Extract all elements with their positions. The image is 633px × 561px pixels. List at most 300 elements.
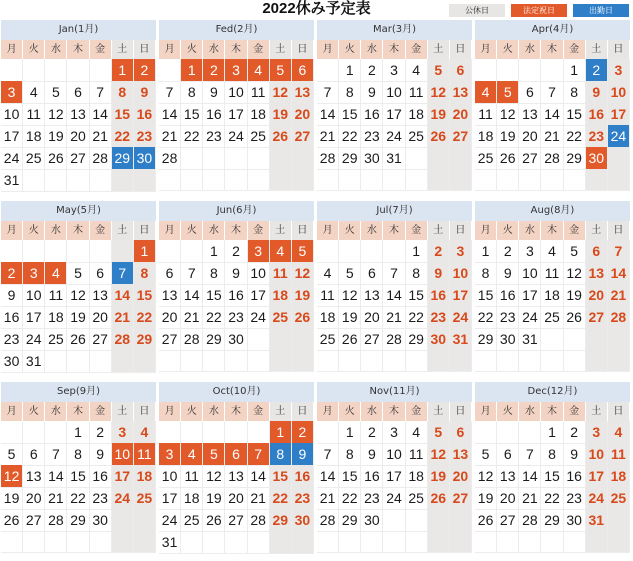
- day-cell: 25: [406, 487, 428, 510]
- day-cell: 31: [450, 328, 472, 351]
- day-cell: 8: [339, 81, 361, 104]
- weekday-label: 月: [317, 221, 339, 240]
- day-cell: 18: [45, 306, 67, 329]
- day-cell: 29: [406, 328, 428, 351]
- day-cell: 5: [45, 81, 67, 104]
- day-cell: 19: [292, 284, 314, 307]
- day-cell: 26: [67, 328, 89, 351]
- day-cell: 4: [406, 59, 428, 82]
- empty-cell: [586, 328, 608, 351]
- week-row: [159, 350, 314, 372]
- day-cell: 1: [339, 421, 361, 444]
- day-cell: 15: [406, 284, 428, 307]
- weekday-label: 土: [428, 221, 450, 240]
- empty-cell: [564, 531, 586, 553]
- empty-cell: [519, 169, 541, 191]
- day-cell: 29: [134, 328, 156, 351]
- day-cell: 1: [134, 240, 156, 263]
- day-cell: 7: [181, 262, 203, 285]
- day-cell: 17: [608, 103, 630, 126]
- weekday-label: 月: [1, 221, 23, 240]
- day-cell: 22: [339, 487, 361, 510]
- day-cell: 26: [45, 147, 67, 170]
- month-header: Nov(11月): [317, 382, 472, 402]
- empty-cell: [23, 169, 45, 192]
- day-cell: 7: [541, 81, 563, 104]
- day-cell: 6: [586, 240, 608, 263]
- empty-cell: [90, 240, 112, 263]
- empty-cell: [67, 169, 89, 192]
- day-cell: 27: [67, 147, 89, 170]
- empty-cell: [519, 59, 541, 82]
- week-row: [475, 306, 630, 328]
- week-row: [159, 262, 314, 284]
- weekday-label: 月: [317, 402, 339, 421]
- weekday-label: 金: [406, 40, 428, 59]
- week-row: [475, 240, 630, 262]
- day-cell: 3: [225, 59, 247, 82]
- day-cell: 12: [292, 262, 314, 285]
- day-cell: 3: [586, 421, 608, 444]
- day-cell: 30: [1, 350, 23, 373]
- weekday-label: 金: [406, 221, 428, 240]
- week-row: [475, 421, 630, 443]
- day-cell: 12: [428, 81, 450, 104]
- day-cell: 5: [270, 59, 292, 82]
- day-cell: 7: [317, 443, 339, 466]
- day-cell: 8: [406, 262, 428, 285]
- empty-cell: [339, 240, 361, 263]
- day-cell: 21: [181, 306, 203, 329]
- weekday-label: 月: [1, 402, 23, 421]
- day-cell: 12: [475, 465, 497, 488]
- day-cell: 8: [181, 81, 203, 104]
- legend-label: 出勤日: [589, 5, 613, 15]
- day-cell: 7: [248, 443, 270, 466]
- empty-cell: [1, 240, 23, 263]
- empty-cell: [475, 59, 497, 82]
- weekday-label: 土: [112, 221, 134, 240]
- weekday-label: 火: [23, 402, 45, 421]
- day-cell: 20: [450, 103, 472, 126]
- day-cell: 18: [608, 465, 630, 488]
- month-calendar: [1, 20, 156, 199]
- day-cell: 21: [159, 125, 181, 148]
- day-cell: 10: [383, 443, 405, 466]
- day-cell: 25: [406, 125, 428, 148]
- empty-cell: [203, 169, 225, 191]
- weekday-label: 水: [361, 40, 383, 59]
- day-cell: 26: [428, 125, 450, 148]
- day-cell: 23: [428, 306, 450, 329]
- day-cell: 20: [159, 306, 181, 329]
- day-cell: 5: [339, 262, 361, 285]
- day-cell: 16: [586, 103, 608, 126]
- week-row: [159, 328, 314, 350]
- month-calendar: [475, 382, 630, 561]
- empty-cell: [450, 147, 472, 170]
- day-cell: 19: [339, 306, 361, 329]
- weekday-label: 水: [361, 221, 383, 240]
- day-cell: 5: [497, 81, 519, 104]
- month-calendar: [317, 201, 472, 380]
- weekday-label: 火: [23, 40, 45, 59]
- day-cell: 15: [339, 103, 361, 126]
- day-cell: 15: [339, 465, 361, 488]
- empty-cell: [90, 59, 112, 82]
- day-cell: 28: [181, 328, 203, 351]
- empty-cell: [497, 421, 519, 444]
- week-row: [475, 465, 630, 487]
- week-row: [475, 487, 630, 509]
- day-cell: 1: [112, 59, 134, 82]
- week-row: [159, 443, 314, 465]
- day-cell: 13: [225, 465, 247, 488]
- day-cell: 22: [475, 306, 497, 329]
- day-cell: 19: [270, 103, 292, 126]
- week-row: [317, 240, 472, 262]
- week-row: [475, 125, 630, 147]
- empty-cell: [450, 169, 472, 191]
- empty-cell: [248, 350, 270, 372]
- day-cell: 27: [361, 328, 383, 351]
- day-cell: 2: [361, 421, 383, 444]
- empty-cell: [450, 509, 472, 532]
- day-cell: 17: [383, 465, 405, 488]
- week-row: [475, 531, 630, 553]
- week-row: [475, 147, 630, 169]
- week-row: [475, 284, 630, 306]
- empty-cell: [225, 169, 247, 191]
- weekday-label: 木: [67, 221, 89, 240]
- day-cell: 2: [497, 240, 519, 263]
- day-cell: 21: [608, 284, 630, 307]
- day-cell: 1: [541, 421, 563, 444]
- day-cell: 3: [159, 443, 181, 466]
- weekday-label: 土: [586, 40, 608, 59]
- empty-cell: [270, 350, 292, 372]
- weekday-label: 土: [586, 402, 608, 421]
- day-cell: 20: [67, 125, 89, 148]
- day-cell: 19: [1, 487, 23, 510]
- week-row: [1, 103, 156, 125]
- day-cell: 28: [383, 328, 405, 351]
- day-cell: 10: [225, 81, 247, 104]
- empty-cell: [1, 59, 23, 82]
- day-cell: 16: [361, 465, 383, 488]
- day-cell: 12: [45, 103, 67, 126]
- day-cell: 28: [519, 509, 541, 532]
- day-cell: 23: [1, 328, 23, 351]
- week-row: [475, 262, 630, 284]
- weekday-label: 土: [112, 402, 134, 421]
- day-cell: 8: [270, 443, 292, 466]
- day-cell: 26: [475, 509, 497, 532]
- day-cell: 17: [112, 465, 134, 488]
- day-cell: 8: [339, 443, 361, 466]
- day-cell: 16: [292, 465, 314, 488]
- day-cell: 4: [608, 421, 630, 444]
- day-cell: 22: [406, 306, 428, 329]
- empty-cell: [181, 169, 203, 191]
- day-cell: 13: [586, 262, 608, 285]
- page-title: 2022休み予定表: [262, 0, 371, 17]
- day-cell: 5: [475, 443, 497, 466]
- day-cell: 24: [225, 125, 247, 148]
- day-cell: 4: [406, 421, 428, 444]
- day-cell: 18: [317, 306, 339, 329]
- day-cell: 12: [497, 103, 519, 126]
- day-cell: 8: [112, 81, 134, 104]
- empty-cell: [225, 421, 247, 444]
- week-row: [159, 59, 314, 81]
- day-cell: 17: [450, 284, 472, 307]
- day-cell: 1: [406, 240, 428, 263]
- day-cell: 6: [450, 59, 472, 82]
- day-cell: 7: [90, 81, 112, 104]
- day-cell: 11: [270, 262, 292, 285]
- empty-cell: [248, 421, 270, 444]
- month-header: Jul(7月): [317, 201, 472, 221]
- day-cell: 20: [361, 306, 383, 329]
- day-cell: 20: [497, 487, 519, 510]
- day-cell: 13: [519, 103, 541, 126]
- day-cell: 5: [1, 443, 23, 466]
- day-cell: 19: [67, 306, 89, 329]
- week-row: [317, 125, 472, 147]
- month-calendar: [1, 382, 156, 561]
- empty-cell: [497, 169, 519, 191]
- day-cell: 24: [1, 147, 23, 170]
- weekday-label: 土: [270, 40, 292, 59]
- day-cell: 17: [159, 487, 181, 510]
- weekday-label: 日: [134, 221, 156, 240]
- week-row: [159, 306, 314, 328]
- empty-cell: [361, 350, 383, 372]
- weekday-label: 月: [475, 402, 497, 421]
- day-cell: 6: [450, 421, 472, 444]
- day-cell: 7: [45, 443, 67, 466]
- weekday-label: 木: [67, 40, 89, 59]
- day-cell: 13: [450, 443, 472, 466]
- day-cell: 6: [497, 443, 519, 466]
- day-cell: 13: [292, 81, 314, 104]
- empty-cell: [67, 240, 89, 263]
- empty-cell: [361, 531, 383, 553]
- month-header: Jun(6月): [159, 201, 314, 221]
- day-cell: 5: [564, 240, 586, 263]
- empty-cell: [134, 509, 156, 532]
- empty-cell: [203, 531, 225, 554]
- day-cell: 17: [1, 125, 23, 148]
- day-cell: 31: [519, 328, 541, 351]
- day-cell: 21: [248, 487, 270, 510]
- empty-cell: [112, 169, 134, 192]
- empty-cell: [383, 350, 405, 372]
- empty-cell: [225, 350, 247, 372]
- empty-cell: [181, 147, 203, 170]
- month-calendar: [475, 20, 630, 199]
- month-calendar: [159, 20, 314, 199]
- week-row: [317, 421, 472, 443]
- empty-cell: [586, 169, 608, 191]
- empty-cell: [564, 169, 586, 191]
- day-cell: 24: [519, 306, 541, 329]
- day-cell: 23: [203, 125, 225, 148]
- day-cell: 3: [608, 59, 630, 82]
- weekday-label: 水: [519, 402, 541, 421]
- empty-cell: [23, 240, 45, 263]
- weekday-label: 日: [608, 40, 630, 59]
- day-cell: 5: [428, 59, 450, 82]
- empty-cell: [67, 531, 89, 553]
- weekday-label: 火: [23, 221, 45, 240]
- empty-cell: [541, 169, 563, 191]
- weekday-label: 月: [159, 402, 181, 421]
- day-cell: 15: [541, 465, 563, 488]
- empty-cell: [292, 328, 314, 351]
- weekday-label: 日: [608, 221, 630, 240]
- empty-cell: [203, 350, 225, 372]
- day-cell: 22: [270, 487, 292, 510]
- day-cell: 13: [159, 284, 181, 307]
- day-cell: 11: [608, 443, 630, 466]
- empty-cell: [541, 59, 563, 82]
- day-cell: 11: [248, 81, 270, 104]
- day-cell: 30: [361, 509, 383, 532]
- day-cell: 26: [1, 509, 23, 532]
- day-cell: 19: [203, 487, 225, 510]
- empty-cell: [90, 350, 112, 373]
- day-cell: 20: [23, 487, 45, 510]
- empty-cell: [541, 531, 563, 553]
- day-cell: 9: [1, 284, 23, 307]
- weekday-label: 木: [225, 402, 247, 421]
- empty-cell: [270, 147, 292, 170]
- weekday-label: 木: [383, 40, 405, 59]
- day-cell: 6: [361, 262, 383, 285]
- week-row: [1, 328, 156, 350]
- day-cell: 29: [112, 147, 134, 170]
- empty-cell: [497, 531, 519, 553]
- weekday-label: 金: [564, 221, 586, 240]
- day-cell: 20: [90, 306, 112, 329]
- day-cell: 27: [90, 328, 112, 351]
- month-calendar: [317, 382, 472, 561]
- month-header: Dec(12月): [475, 382, 630, 402]
- empty-cell: [292, 531, 314, 554]
- empty-cell: [270, 328, 292, 351]
- week-row: [159, 509, 314, 531]
- day-cell: 10: [23, 284, 45, 307]
- day-cell: 3: [1, 81, 23, 104]
- day-cell: 23: [90, 487, 112, 510]
- empty-cell: [23, 531, 45, 553]
- day-cell: 31: [383, 147, 405, 170]
- day-cell: 7: [112, 262, 134, 285]
- weekday-row: [475, 402, 630, 421]
- day-cell: 29: [339, 147, 361, 170]
- day-cell: 20: [519, 125, 541, 148]
- day-cell: 23: [586, 125, 608, 148]
- day-cell: 4: [181, 443, 203, 466]
- day-cell: 25: [248, 125, 270, 148]
- day-cell: 30: [90, 509, 112, 532]
- empty-cell: [292, 350, 314, 372]
- empty-cell: [586, 350, 608, 372]
- day-cell: 22: [134, 306, 156, 329]
- weekday-label: 土: [586, 221, 608, 240]
- day-cell: 2: [428, 240, 450, 263]
- day-cell: 10: [383, 81, 405, 104]
- week-row: [1, 262, 156, 284]
- week-row: [1, 350, 156, 372]
- weekday-label: 土: [428, 40, 450, 59]
- empty-cell: [339, 169, 361, 191]
- day-cell: 29: [67, 509, 89, 532]
- day-cell: 4: [248, 59, 270, 82]
- empty-cell: [383, 169, 405, 191]
- day-cell: 30: [361, 147, 383, 170]
- day-cell: 30: [292, 509, 314, 532]
- day-cell: 3: [248, 240, 270, 263]
- empty-cell: [248, 328, 270, 351]
- day-cell: 22: [564, 125, 586, 148]
- day-cell: 6: [225, 443, 247, 466]
- month-header: Fed(2月): [159, 20, 314, 40]
- day-cell: 26: [203, 509, 225, 532]
- week-row: [317, 531, 472, 553]
- day-cell: 18: [134, 465, 156, 488]
- empty-cell: [181, 350, 203, 372]
- weekday-label: 土: [428, 402, 450, 421]
- day-cell: 29: [203, 328, 225, 351]
- day-cell: 1: [564, 59, 586, 82]
- weekday-label: 水: [519, 40, 541, 59]
- weekday-label: 水: [203, 402, 225, 421]
- legend-item-workday: [573, 4, 629, 17]
- weekday-label: 金: [90, 40, 112, 59]
- weekday-label: 日: [292, 402, 314, 421]
- weekday-label: 火: [339, 40, 361, 59]
- weekday-row: [159, 221, 314, 240]
- week-row: [317, 350, 472, 372]
- day-cell: 11: [541, 262, 563, 285]
- week-row: [159, 487, 314, 509]
- empty-cell: [317, 169, 339, 191]
- day-cell: 11: [181, 465, 203, 488]
- day-cell: 14: [383, 284, 405, 307]
- empty-cell: [159, 421, 181, 444]
- week-row: [317, 103, 472, 125]
- day-cell: 18: [248, 103, 270, 126]
- day-cell: 3: [450, 240, 472, 263]
- empty-cell: [292, 169, 314, 191]
- calendar-grid: [1, 20, 630, 561]
- day-cell: 10: [1, 103, 23, 126]
- day-cell: 8: [67, 443, 89, 466]
- week-row: [475, 103, 630, 125]
- week-row: [1, 240, 156, 262]
- day-cell: 23: [225, 306, 247, 329]
- empty-cell: [159, 350, 181, 372]
- empty-cell: [428, 509, 450, 532]
- day-cell: 14: [317, 465, 339, 488]
- weekday-label: 金: [248, 221, 270, 240]
- month-header: Apr(4月): [475, 20, 630, 40]
- weekday-label: 火: [497, 40, 519, 59]
- empty-cell: [270, 531, 292, 554]
